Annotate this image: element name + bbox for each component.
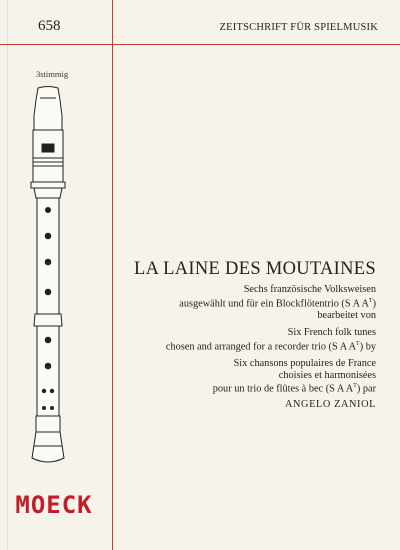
german-line-1: Sechs französische Volksweisen [243,284,376,295]
issue-number: 658 [38,18,61,34]
french-line-2: choisies et harmonisées [278,369,376,381]
german-line-3: bearbeitet von [317,310,376,322]
french-superscript: T [353,383,357,390]
series-title: ZEITSCHRIFT FÜR SPIELMUSIK [219,22,378,33]
voices-label: 3stimmig [36,69,69,79]
author-name: ANGELO ZANIOL [284,398,376,410]
english-description [121,327,376,353]
english-line-1: Six French folk tunes [287,326,376,338]
german-line-2: ausgewählt und für ein Blockflötentrio (S A A [179,298,369,310]
french-line-3: pour un trio de flûtes à bec (S A A [212,383,354,395]
german-line-2-end: ) [372,298,376,310]
moeck-logo: MOECK [15,491,93,519]
french-line-3-end: ) par [356,383,376,395]
page-edge-line [7,0,8,550]
header-rule [0,44,400,45]
french-description [121,358,376,396]
english-line-2: chosen and arranged for a recorder trio (S A A [165,341,357,353]
german-description [121,284,376,322]
english-line-2-end: ) by [359,341,376,353]
recorder-illustration [20,86,76,481]
vertical-rule [112,0,113,550]
work-title: LA LAINE DES MOUTAINES [133,259,376,279]
title-block [121,258,376,410]
german-superscript: T [368,297,373,304]
french-line-1: Six chansons populaires de France [233,357,376,369]
english-superscript: T [356,340,360,347]
